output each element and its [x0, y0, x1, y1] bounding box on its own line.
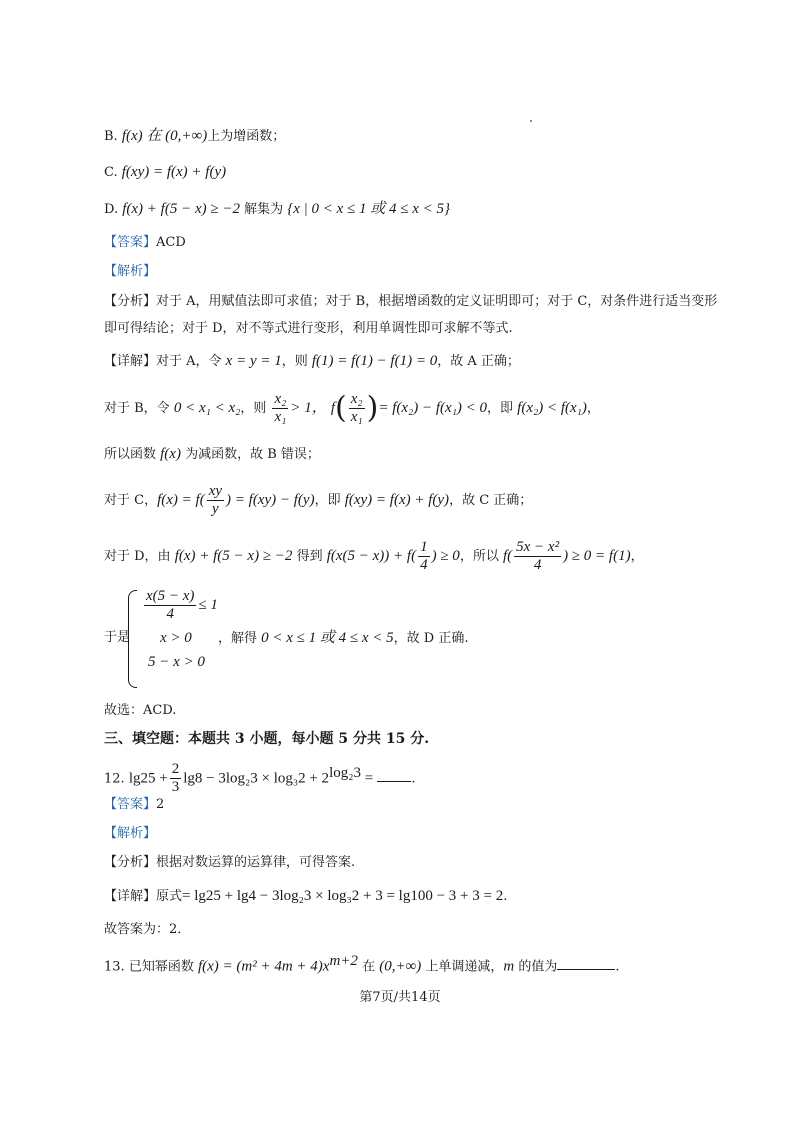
fenxi12-tag: 【分析】: [104, 855, 157, 870]
fraction-numerator: 5x − x²: [516, 539, 560, 555]
q13-text3: 上单调递减，: [421, 959, 504, 975]
q13-math3: m: [503, 958, 515, 975]
detail-b2-math: f(x): [160, 446, 181, 462]
system-fraction: [144, 588, 196, 623]
fenxi12-line: [104, 853, 355, 873]
q12-answer-blank: [377, 769, 411, 782]
xiangjie12-math: = lg25 + lg4 − 3log₂3 × log₃2 + 3 = lg100 − 3 + 3 = 2: [182, 888, 504, 904]
detail-b2-text1: 所以函数: [104, 447, 161, 462]
q13-text2: 在: [357, 959, 380, 975]
answer12-value: 2: [156, 797, 165, 812]
system-row-2: x > 0: [160, 630, 192, 646]
q13-number: 13.: [104, 959, 125, 975]
detail-d-text3: ，所以: [459, 549, 503, 564]
detail-c-line: [104, 480, 532, 521]
option-d-text: 解集为: [239, 202, 288, 217]
detail-d-math3: ) ≥ 0: [431, 548, 460, 564]
detail-a-text2: ，则: [281, 354, 312, 369]
system-prefix: 于是: [104, 630, 131, 645]
section-heading: 三、填空题：本题共 3 小题，每小题 5 分共 15 分.: [104, 731, 430, 747]
detail-a-line: [104, 351, 520, 372]
scan-speck: [530, 120, 532, 122]
detail-a-math2: f(1) = f(1) − f(1) = 0: [311, 353, 438, 369]
option-b: [104, 126, 285, 147]
choose-line: 故选：ACD.: [104, 703, 177, 718]
q12-end: .: [411, 771, 416, 787]
detail-a-text: 对于 A，令: [156, 354, 226, 369]
fraction-denominator: 4: [533, 557, 542, 573]
page-footer: 第7页/共14页: [359, 990, 441, 1005]
fraction-numerator: x₂: [350, 391, 363, 407]
fenxi-text-1: 对于 A，用赋值法即可求值；对于 B，根据增函数的定义证明即可；对于 C，对条件进行适当变形: [156, 294, 718, 309]
answer12-line: [104, 795, 164, 815]
detail-b-text2: ，则: [240, 401, 271, 416]
system-brace: [128, 590, 137, 688]
option-b-math: f(x) 在 (0,+∞): [121, 128, 208, 144]
fraction-numerator: x(5 − x): [146, 588, 195, 604]
option-b-label: B.: [104, 129, 118, 144]
detail-a-math: x = y = 1: [225, 353, 282, 369]
q13-text1: 已知幂函数: [128, 959, 198, 975]
detail-c-math3: f(xy) = f(x) + f(y): [344, 492, 450, 508]
fraction-denominator: x₁: [350, 409, 363, 425]
q12-math-b: lg8 − 3log₂3 × log₃2 + 2: [183, 770, 330, 787]
detail-d-math4: f(: [502, 548, 513, 564]
q13-math1: f(x) = (m² + 4m + 4)x: [197, 958, 330, 975]
question-13: [104, 951, 620, 977]
option-c: [104, 162, 226, 183]
xiangjie12-tag: 【详解】: [104, 889, 157, 904]
detail-b2-text2: 为减函数，故 B 错误；: [180, 447, 320, 462]
detail-b-text4: ，: [586, 401, 600, 416]
system-row-1: [142, 588, 218, 623]
fraction-denominator: y: [212, 501, 219, 517]
fraction-numerator: 2: [171, 761, 180, 778]
system-row1-tail: ≤ 1: [198, 596, 218, 613]
answer-value: ACD: [156, 235, 186, 250]
q12-math-c: =: [360, 770, 374, 787]
fenxi-tag: 【分析】: [104, 294, 157, 309]
option-d-math2: {x | 0 < x ≤ 1 或 4 ≤ x < 5}: [287, 201, 451, 217]
option-d: [104, 199, 450, 220]
detail-c-math1: f(x) = f(: [157, 492, 205, 508]
detail-b-fraction2: [349, 391, 365, 426]
detail-b-math3: = f(x₂) − f(x₁) < 0: [378, 400, 488, 416]
detail-c-math2: ) = f(xy) − f(y): [226, 492, 315, 508]
detail-d-text2: 得到: [292, 549, 327, 564]
option-d-label: D.: [104, 202, 119, 217]
system-text1: ，解得: [218, 631, 262, 646]
detail-d-text4: ，: [630, 549, 644, 564]
q13-answer-blank: [557, 957, 615, 970]
q13-exponent: m+2: [329, 953, 358, 969]
q13-end: .: [615, 959, 620, 975]
answer-tag: 【答案】: [104, 235, 157, 250]
fraction-denominator: 4: [166, 606, 174, 622]
q12-number: 12.: [104, 771, 125, 787]
question-12: [104, 756, 415, 796]
detail-tag: 【详解】: [104, 354, 157, 369]
fraction-denominator: 3: [171, 779, 180, 796]
detail-b-fraction: [272, 391, 288, 426]
detail-d-math5: ) ≥ 0 = f(1): [563, 548, 631, 564]
q13-text4: 的值为: [514, 959, 558, 975]
option-c-math: f(xy) = f(x) + f(y): [121, 164, 227, 180]
detail-b-text1: 对于 B，令: [104, 401, 174, 416]
xiangjie12-end: .: [503, 889, 508, 904]
detail-c-fraction: [207, 483, 224, 518]
q13-math2: (0,+∞): [379, 958, 422, 975]
fraction-numerator: x₂: [274, 391, 287, 407]
fraction-denominator: x₁: [274, 409, 287, 425]
option-b-text: 上为增函数；: [207, 129, 286, 144]
answer12-summary: 故答案为：2．: [104, 922, 191, 937]
q12-fraction: [170, 761, 182, 796]
fenxi-line-1: [104, 292, 717, 312]
system-math: 0 < x ≤ 1 或 4 ≤ x < 5: [261, 630, 394, 646]
detail-b-f: f: [330, 400, 336, 416]
xiangjie12-text: 原式: [156, 889, 183, 904]
fraction-denominator: 4: [420, 557, 428, 573]
answer12-tag: 【答案】: [104, 797, 157, 812]
system-text2: ，故 D 正确.: [393, 631, 469, 646]
detail-d-text1: 对于 D，由: [104, 549, 175, 564]
detail-d-math1: f(x) + f(5 − x) ≥ −2: [174, 548, 293, 564]
fenxi12-text: 根据对数运算的运算律，可得答案.: [156, 855, 356, 870]
detail-a-text3: ，故 A 正确；: [437, 354, 520, 369]
fenxi-line-2: 即可得结论；对于 D，对不等式进行变形，利用单调性即可求解不等式.: [104, 321, 513, 336]
xiangjie12-line: [104, 886, 507, 907]
detail-b-math2: > 1，: [290, 400, 327, 416]
detail-c-text2: ，即: [314, 493, 345, 508]
detail-c-text1: 对于 C，: [104, 493, 158, 508]
detail-c-text3: ，故 C 正确；: [449, 493, 533, 508]
detail-b-math4: f(x₂) < f(x₁): [517, 400, 587, 416]
detail-d-fraction: [418, 539, 430, 574]
detail-d-line: [104, 536, 644, 577]
q12-exponent: log₂3: [329, 765, 361, 781]
detail-b-line: [104, 390, 600, 427]
right-paren: ): [366, 390, 379, 426]
detail-b-text3: ，即: [487, 401, 518, 416]
system-conclusion: [218, 628, 469, 649]
detail-b2-line: [104, 444, 320, 465]
option-d-math1: f(x) + f(5 − x) ≥ −2: [122, 201, 240, 217]
detail-d-math2: f(x(5 − x)) + f(: [326, 548, 417, 564]
detail-d-fraction2: [514, 539, 561, 574]
detail-b-math1: 0 < x₁ < x₂: [173, 400, 241, 416]
system-row-3: 5 − x > 0: [148, 654, 205, 670]
option-c-label: C.: [104, 165, 118, 180]
answer-line: [104, 233, 186, 253]
fraction-numerator: 1: [420, 539, 428, 555]
fraction-numerator: xy: [208, 483, 223, 499]
analysis-tag: 【解析】: [104, 264, 157, 279]
q12-math-a: lg25 +: [128, 770, 168, 787]
analysis12-tag: 【解析】: [104, 826, 157, 841]
left-paren: (: [335, 390, 347, 426]
